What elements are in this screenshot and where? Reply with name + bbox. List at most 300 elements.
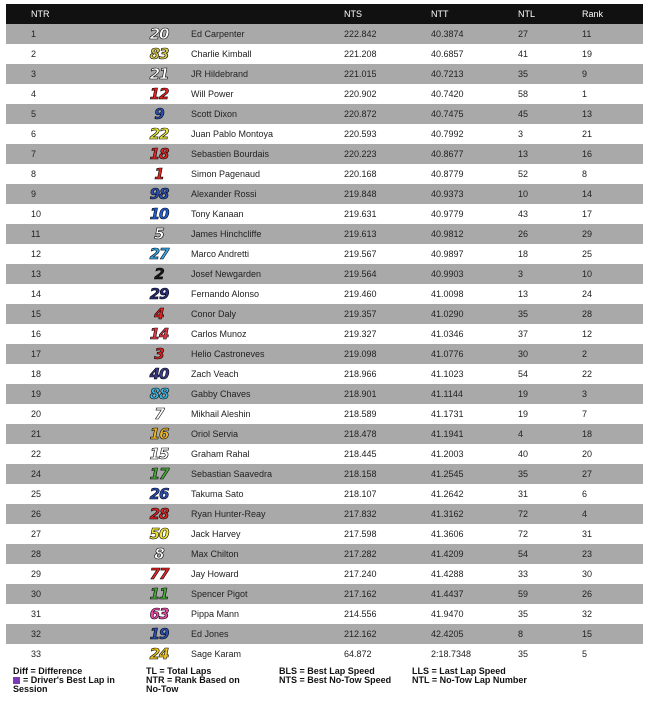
position-cell: 14 — [31, 289, 42, 299]
driver-name-cell: Will Power — [191, 89, 234, 99]
table-row[interactable] — [6, 204, 643, 224]
table-row[interactable] — [6, 164, 643, 184]
ntt-cell: 41.2642 — [431, 489, 464, 499]
position-cell: 19 — [31, 389, 42, 399]
driver-name-cell: Sebastian Saavedra — [191, 469, 273, 479]
rank-cell: 12 — [582, 329, 593, 339]
car-number-icon: 3 — [154, 345, 164, 363]
table-row[interactable] — [6, 284, 643, 304]
ntt-cell: 41.4288 — [431, 569, 464, 579]
car-number-cell — [127, 364, 191, 384]
legend — [13, 667, 643, 701]
driver-name-cell: Max Chilton — [191, 549, 239, 559]
driver-name-cell: Sage Karam — [191, 649, 242, 659]
ntt-cell: 41.0776 — [431, 349, 464, 359]
ntl-cell: 40 — [518, 449, 529, 459]
car-number-cell — [127, 164, 191, 184]
rank-cell: 6 — [582, 489, 588, 499]
table-row[interactable] — [6, 484, 643, 504]
ntl-cell: 4 — [518, 429, 524, 439]
rank-cell: 2 — [582, 349, 588, 359]
ntt-cell: 41.4437 — [431, 589, 464, 599]
rank-cell: 25 — [582, 249, 593, 259]
nts-cell: 221.015 — [344, 69, 377, 79]
rank-cell: 24 — [582, 289, 593, 299]
ntt-cell: 41.1144 — [431, 389, 463, 399]
ntt-cell: 41.2003 — [431, 449, 464, 459]
ntl-cell: 54 — [518, 369, 529, 379]
nts-cell: 219.631 — [344, 209, 377, 219]
ntl-cell: 35 — [518, 69, 529, 79]
ntt-cell: 41.3606 — [431, 529, 464, 539]
driver-name-cell: Ryan Hunter-Reay — [191, 509, 266, 519]
ntt-cell: 40.7213 — [431, 69, 464, 79]
rank-cell: 8 — [582, 169, 588, 179]
legend-col-2 — [146, 667, 256, 694]
driver-name-cell: Ed Jones — [191, 629, 229, 639]
car-number-icon: 20 — [149, 25, 169, 43]
nts-cell: 214.556 — [344, 609, 377, 619]
driver-name-cell: Helio Castroneves — [191, 349, 265, 359]
table-row[interactable] — [6, 544, 643, 564]
car-number-icon: 2 — [154, 265, 164, 283]
rank-cell: 7 — [582, 409, 588, 419]
nts-cell: 220.168 — [344, 169, 377, 179]
nts-cell: 219.460 — [344, 289, 377, 299]
table-row[interactable] — [6, 524, 643, 544]
car-number-cell — [127, 84, 191, 104]
table-row[interactable] — [6, 424, 643, 444]
position-cell: 1 — [31, 29, 37, 39]
driver-name-cell: Scott Dixon — [191, 109, 238, 119]
car-number-cell — [127, 344, 191, 364]
driver-name-cell: Jack Harvey — [191, 529, 241, 539]
rank-cell: 19 — [582, 49, 593, 59]
position-cell: 32 — [31, 629, 42, 639]
ntl-cell: 35 — [518, 609, 529, 619]
car-number-cell — [127, 284, 191, 304]
nts-cell: 219.564 — [344, 269, 377, 279]
position-cell: 5 — [31, 109, 37, 119]
ntt-cell: 2:18.7348 — [431, 649, 472, 659]
nts-cell: 218.158 — [344, 469, 377, 479]
ntt-cell: 40.7475 — [431, 109, 464, 119]
legend-col-1 — [13, 667, 123, 694]
car-number-cell — [127, 444, 191, 464]
car-number-cell — [127, 404, 191, 424]
legend-lls: LLS = Last Lap Speed — [412, 666, 506, 676]
driver-name-cell: Mikhail Aleshin — [191, 409, 251, 419]
ntt-cell: 40.6857 — [431, 49, 464, 59]
car-number-icon: 16 — [149, 425, 169, 443]
table-row[interactable] — [6, 324, 643, 344]
position-cell: 24 — [31, 469, 42, 479]
position-cell: 29 — [31, 569, 42, 579]
table-row[interactable] — [6, 44, 643, 64]
ntl-cell: 52 — [518, 169, 529, 179]
ntl-cell: 58 — [518, 89, 529, 99]
car-number-cell — [127, 204, 191, 224]
position-cell: 30 — [31, 589, 42, 599]
ntl-cell: 3 — [518, 269, 524, 279]
ntt-cell: 40.7992 — [431, 129, 464, 139]
ntt-cell: 41.1731 — [431, 409, 464, 419]
nts-cell: 218.966 — [344, 369, 377, 379]
driver-name-cell: Tony Kanaan — [191, 209, 244, 219]
rank-cell: 30 — [582, 569, 593, 579]
car-number-cell — [127, 584, 191, 604]
car-number-icon: 21 — [149, 65, 169, 83]
table-row[interactable] — [6, 584, 643, 604]
nts-cell: 221.208 — [344, 49, 377, 59]
driver-name-cell: Conor Daly — [191, 309, 237, 319]
car-number-icon: 83 — [149, 45, 169, 63]
rank-cell: 14 — [582, 189, 593, 199]
legend-tl: TL = Total Laps — [146, 666, 212, 676]
ntt-cell: 41.0290 — [431, 309, 464, 319]
driver-name-cell: Gabby Chaves — [191, 389, 251, 399]
position-cell: 10 — [31, 209, 42, 219]
car-number-cell — [127, 184, 191, 204]
ntt-cell: 40.8677 — [431, 149, 464, 159]
driver-name-cell: James Hinchcliffe — [191, 229, 262, 239]
car-number-icon: 7 — [154, 405, 164, 423]
ntl-cell: 72 — [518, 509, 529, 519]
car-number-icon: 11 — [149, 585, 169, 603]
ntl-cell: 54 — [518, 549, 529, 559]
ntt-cell: 40.9903 — [431, 269, 464, 279]
table-row[interactable] — [6, 104, 643, 124]
position-cell: 20 — [31, 409, 42, 419]
ntt-cell: 40.8779 — [431, 169, 464, 179]
table-row[interactable] — [6, 24, 643, 44]
ntt-cell: 41.1941 — [431, 429, 464, 439]
rank-cell: 27 — [582, 469, 593, 479]
driver-name-cell: Fernando Alonso — [191, 289, 260, 299]
nts-cell: 217.598 — [344, 529, 377, 539]
driver-name-cell: Takuma Sato — [191, 489, 244, 499]
table-row[interactable] — [6, 244, 643, 264]
table-row[interactable] — [6, 504, 643, 524]
ntl-cell: 35 — [518, 649, 529, 659]
nts-cell: 218.107 — [344, 489, 377, 499]
car-number-cell — [127, 124, 191, 144]
rank-cell: 11 — [582, 29, 592, 39]
nts-cell: 219.613 — [344, 229, 377, 239]
nts-cell: 217.162 — [344, 589, 377, 599]
car-number-icon: 50 — [149, 525, 169, 543]
position-cell: 33 — [31, 649, 42, 659]
car-number-icon: 24 — [149, 645, 169, 663]
driver-name-cell: Pippa Mann — [191, 609, 240, 619]
nts-cell: 218.445 — [344, 449, 377, 459]
car-number-icon: 15 — [149, 445, 169, 463]
car-number-icon: 5 — [154, 225, 164, 243]
table-row[interactable] — [6, 464, 643, 484]
nts-cell: 218.478 — [344, 429, 377, 439]
ntl-cell: 27 — [518, 29, 529, 39]
car-number-cell — [127, 324, 191, 344]
driver-name-cell: Zach Veach — [191, 369, 239, 379]
position-cell: 9 — [31, 189, 37, 199]
header-ntr[interactable]: NTR — [31, 9, 50, 19]
car-number-icon: 22 — [149, 125, 169, 143]
header-ntt[interactable]: NTT — [431, 9, 449, 19]
car-number-cell — [127, 464, 191, 484]
car-number-icon: 9 — [154, 105, 164, 123]
ntt-cell: 42.4205 — [431, 629, 464, 639]
rank-cell: 1 — [582, 89, 588, 99]
position-cell: 7 — [31, 149, 37, 159]
table-row[interactable] — [6, 344, 643, 364]
car-number-icon: 29 — [149, 285, 169, 303]
legend-bls: BLS = Best Lap Speed — [279, 666, 375, 676]
ntl-cell: 72 — [518, 529, 529, 539]
car-number-icon: 28 — [149, 505, 169, 523]
nts-cell: 220.872 — [344, 109, 377, 119]
position-cell: 31 — [31, 609, 42, 619]
rank-cell: 4 — [582, 509, 588, 519]
ntl-cell: 19 — [518, 389, 529, 399]
table-row[interactable] — [6, 384, 643, 404]
nts-cell: 220.223 — [344, 149, 377, 159]
ntl-cell: 59 — [518, 589, 529, 599]
legend-nts: NTS = Best No-Tow Speed — [279, 675, 392, 685]
table-row[interactable] — [6, 84, 643, 104]
position-cell: 22 — [31, 449, 42, 459]
ntt-cell: 40.9373 — [431, 189, 464, 199]
position-cell: 6 — [31, 129, 37, 139]
car-number-icon: 27 — [149, 245, 169, 263]
position-cell: 17 — [31, 349, 42, 359]
header-driver — [191, 4, 338, 24]
rank-cell: 28 — [582, 309, 593, 319]
car-number-cell — [127, 24, 191, 44]
car-number-cell — [127, 564, 191, 584]
table-row[interactable] — [6, 564, 643, 584]
car-number-icon: 98 — [149, 185, 169, 203]
legend-best-lap — [13, 676, 123, 694]
car-number-cell — [127, 484, 191, 504]
car-number-icon: 12 — [149, 85, 169, 103]
car-number-cell — [127, 524, 191, 544]
ntt-cell: 41.0098 — [431, 289, 464, 299]
ntl-cell: 31 — [518, 489, 529, 499]
table-row[interactable] — [6, 444, 643, 464]
car-number-cell — [127, 104, 191, 124]
ntt-cell: 40.9897 — [431, 249, 464, 259]
ntl-cell: 3 — [518, 129, 524, 139]
driver-name-cell: Marco Andretti — [191, 249, 250, 259]
ntl-cell: 41 — [518, 49, 529, 59]
driver-name-cell: JR Hildebrand — [191, 69, 249, 79]
car-number-cell — [127, 44, 191, 64]
ntl-cell: 26 — [518, 229, 529, 239]
car-number-icon: 14 — [149, 325, 169, 343]
driver-name-cell: Josef Newgarden — [191, 269, 262, 279]
position-cell: 4 — [31, 89, 37, 99]
car-number-cell — [127, 644, 191, 664]
driver-name-cell: Juan Pablo Montoya — [191, 129, 274, 139]
ntl-cell: 18 — [518, 249, 529, 259]
nts-cell: 222.842 — [344, 29, 377, 39]
ntt-cell: 40.9779 — [431, 209, 464, 219]
nts-cell: 220.593 — [344, 129, 377, 139]
ntl-cell: 19 — [518, 409, 529, 419]
table-row[interactable] — [6, 604, 643, 624]
ntt-cell: 41.9470 — [431, 609, 464, 619]
ntt-cell: 41.4209 — [431, 549, 464, 559]
nts-cell: 64.872 — [344, 649, 372, 659]
nts-cell: 217.282 — [344, 549, 377, 559]
rank-cell: 15 — [582, 629, 593, 639]
driver-name-cell: Charlie Kimball — [191, 49, 252, 59]
driver-name-cell: Simon Pagenaud — [191, 169, 261, 179]
position-cell: 12 — [31, 249, 42, 259]
nts-cell: 217.832 — [344, 509, 377, 519]
header-rank[interactable]: Rank — [582, 9, 604, 19]
car-number-cell — [127, 384, 191, 404]
car-number-icon: 10 — [149, 205, 169, 223]
position-cell: 25 — [31, 489, 42, 499]
rank-cell: 10 — [582, 269, 593, 279]
car-number-cell — [127, 64, 191, 84]
driver-name-cell: Spencer Pigot — [191, 589, 248, 599]
driver-name-cell: Ed Carpenter — [191, 29, 245, 39]
driver-name-cell: Jay Howard — [191, 569, 239, 579]
rank-cell: 23 — [582, 549, 593, 559]
nts-cell: 219.327 — [344, 329, 377, 339]
car-number-cell — [127, 224, 191, 244]
position-cell: 28 — [31, 549, 42, 559]
nts-cell: 218.589 — [344, 409, 377, 419]
position-cell: 11 — [31, 229, 41, 239]
car-number-cell — [127, 264, 191, 284]
driver-name-cell: Sebastien Bourdais — [191, 149, 270, 159]
table-row[interactable] — [6, 224, 643, 244]
car-number-cell — [127, 504, 191, 524]
header-nts[interactable]: NTS — [344, 9, 362, 19]
nts-cell: 212.162 — [344, 629, 377, 639]
position-cell: 18 — [31, 369, 42, 379]
legend-best-lap-text: = Driver's Best Lap in Session — [13, 675, 115, 694]
car-number-icon: 4 — [154, 305, 164, 323]
ntt-cell: 41.3162 — [431, 509, 464, 519]
rank-cell: 32 — [582, 609, 593, 619]
position-cell: 27 — [31, 529, 42, 539]
table-row[interactable] — [6, 144, 643, 164]
car-number-icon: 8 — [154, 545, 164, 563]
position-cell: 15 — [31, 309, 42, 319]
nts-cell: 217.240 — [344, 569, 377, 579]
position-cell: 3 — [31, 69, 37, 79]
nts-cell: 218.901 — [344, 389, 377, 399]
ntl-cell: 10 — [518, 189, 529, 199]
nts-cell: 219.098 — [344, 349, 377, 359]
ntt-cell: 41.1023 — [431, 369, 464, 379]
ntt-cell: 40.7420 — [431, 89, 464, 99]
ntl-cell: 8 — [518, 629, 524, 639]
table-row[interactable] — [6, 64, 643, 84]
table-row[interactable] — [6, 624, 643, 644]
car-number-icon: 1 — [154, 165, 164, 183]
car-number-icon: 77 — [149, 565, 169, 583]
ntl-cell: 35 — [518, 309, 529, 319]
car-number-cell — [127, 304, 191, 324]
car-number-cell — [127, 544, 191, 564]
car-number-cell — [127, 424, 191, 444]
rank-cell: 5 — [582, 649, 588, 659]
table-row[interactable] — [6, 364, 643, 384]
rank-cell: 20 — [582, 449, 593, 459]
ntt-cell: 40.3874 — [431, 29, 464, 39]
ntt-cell: 41.0346 — [431, 329, 464, 339]
table-body — [6, 24, 643, 664]
table-row[interactable] — [6, 124, 643, 144]
table-row[interactable] — [6, 184, 643, 204]
car-number-icon: 63 — [149, 605, 169, 623]
legend-col-3 — [279, 667, 404, 685]
ntl-cell: 33 — [518, 569, 529, 579]
legend-ntr: NTR = Rank Based on No-Tow — [146, 675, 240, 694]
rank-cell: 29 — [582, 229, 593, 239]
legend-ntl: NTL = No-Tow Lap Number — [412, 675, 527, 685]
rank-cell: 22 — [582, 369, 593, 379]
table-row[interactable] — [6, 404, 643, 424]
best-lap-swatch-icon — [13, 677, 20, 684]
legend-diff: Diff = Difference — [13, 666, 83, 676]
ntl-cell: 30 — [518, 349, 529, 359]
driver-name-cell: Oriol Servia — [191, 429, 239, 439]
car-number-cell — [127, 144, 191, 164]
table-row[interactable] — [6, 304, 643, 324]
header-car — [127, 4, 191, 24]
car-number-cell — [127, 244, 191, 264]
ntl-cell: 43 — [518, 209, 529, 219]
driver-name-cell: Graham Rahal — [191, 449, 250, 459]
rank-cell: 16 — [582, 149, 593, 159]
car-number-icon: 17 — [149, 465, 169, 483]
table-row[interactable] — [6, 264, 643, 284]
rank-cell: 13 — [582, 109, 593, 119]
driver-name-cell: Alexander Rossi — [191, 189, 257, 199]
no-tow-results-table — [6, 4, 643, 664]
table-header-row — [6, 4, 643, 24]
position-cell: 2 — [31, 49, 37, 59]
nts-cell: 219.567 — [344, 249, 377, 259]
position-cell: 16 — [31, 329, 42, 339]
rank-cell: 3 — [582, 389, 588, 399]
ntl-cell: 37 — [518, 329, 529, 339]
rank-cell: 18 — [582, 429, 593, 439]
car-number-cell — [127, 624, 191, 644]
position-cell: 26 — [31, 509, 42, 519]
rank-cell: 26 — [582, 589, 593, 599]
table-row[interactable] — [6, 644, 643, 664]
rank-cell: 17 — [582, 209, 593, 219]
car-number-cell — [127, 604, 191, 624]
header-ntl[interactable]: NTL — [518, 9, 536, 19]
ntt-cell: 41.2545 — [431, 469, 464, 479]
car-number-icon: 40 — [149, 365, 169, 383]
position-cell: 13 — [31, 269, 42, 279]
rank-cell: 21 — [582, 129, 593, 139]
driver-name-cell: Carlos Munoz — [191, 329, 247, 339]
car-number-icon: 18 — [149, 145, 169, 163]
legend-col-4 — [412, 667, 542, 685]
car-number-icon: 19 — [149, 625, 169, 643]
ntl-cell: 35 — [518, 469, 529, 479]
